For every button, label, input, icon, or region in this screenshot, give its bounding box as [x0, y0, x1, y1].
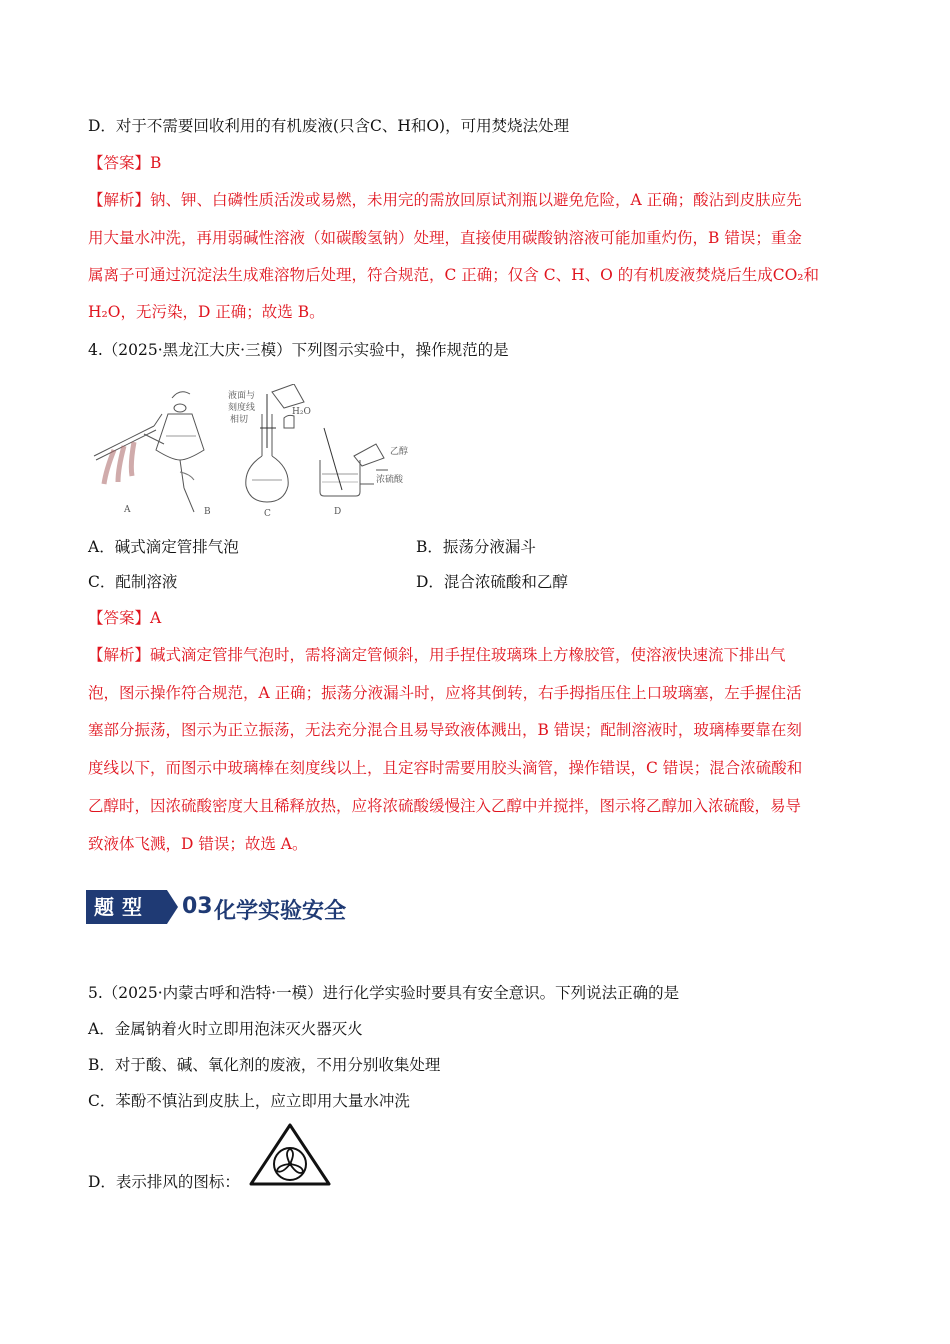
section-banner — [86, 886, 386, 928]
q4-analysis-line — [88, 645, 786, 665]
q4-analysis-line: 度线以下，而图示中玻璃棒在刻度线以上，且定容时需要用胶头滴管，操作错误，C 错误；混合浓硫酸和 — [88, 759, 803, 777]
option-c: C．配制溶液 — [88, 573, 178, 591]
figure-annotation: 刻度线 — [228, 403, 256, 413]
q4-analysis-line: 乙醇时，因浓硫酸密度大且稀释放热，应将浓硫酸缓慢注入乙醇中并搅拌，图示将乙醇加入浓硫酸，易导 — [88, 797, 802, 815]
figure-annotation: 液面与 — [228, 391, 256, 401]
analysis-text: 碱式滴定管排气泡时，需将滴定管倾斜，用手捏住玻璃珠上方橡胶管，使溶液快速流下排出气 — [150, 646, 786, 664]
answer-tag: 【答案】 — [88, 154, 151, 172]
answer-tag: 【答案】 — [88, 609, 151, 627]
beaker-illustration — [320, 428, 388, 496]
q4-analysis-line: 致液体飞溅，D 错误；故选 A。 — [88, 835, 308, 853]
answer-value: A — [150, 609, 162, 627]
q3-analysis-line: H₂O，无污染，D 正确；故选 B。 — [88, 303, 325, 321]
section-title: 化学实验安全 — [214, 899, 347, 924]
volumetric-flask-illustration — [246, 384, 304, 502]
section-badge-text: 题型 — [94, 895, 150, 919]
figure-label-b: B — [204, 507, 211, 517]
option-d: D．混合浓硫酸和乙醇 — [416, 573, 568, 591]
q3-analysis-line: 属离子可通过沉淀法生成难溶物后处理，符合规范，C 正确；仅含 C、H、O 的有机废液焚烧后生成CO₂和 — [88, 266, 820, 284]
q3-analysis-line — [88, 190, 802, 210]
q3-answer — [88, 153, 161, 173]
q4-stem: 4.（2025·黑龙江大庆·三模）下列图示实验中，操作规范的是 — [88, 341, 509, 359]
figure-label-a: A — [124, 505, 131, 515]
figure-label-d: D — [334, 507, 342, 517]
q4-figure-apparatus — [84, 384, 444, 518]
q3-option-d: D．对于不需要回收利用的有机废液(只含C、H和O)，可用焚烧法处理 — [88, 117, 570, 135]
separatory-funnel-illustration — [156, 392, 204, 512]
q4-analysis-line: 泡，图示操作符合规范，A 正确；振荡分液漏斗时，应将其倒转，右手拇指压住上口玻璃塞，左手握住活 — [88, 684, 802, 702]
section-number: 03 — [182, 894, 213, 919]
q4-analysis-line: 塞部分振荡，图示为正立振荡，无法充分混合且易导致液体溅出，B 错误；配制溶液时，玻璃棒要靠在刻 — [88, 721, 802, 739]
q3-analysis-line: 用大量水冲洗，再用弱碱性溶液（如碳酸氢钠）处理，直接使用碳酸钠溶液可能加重灼伤，B 错误；重金 — [88, 229, 802, 247]
analysis-tag: 【解析】 — [88, 191, 151, 209]
option-a: A．碱式滴定管排气泡 — [88, 538, 239, 556]
burette-illustration — [94, 414, 164, 484]
q5-stem: 5.（2025·内蒙古呼和浩特·一模）进行化学实验时要具有安全意识。下列说法正确的是 — [88, 984, 680, 1002]
q5-option-b: B．对于酸、碱、氧化剂的废液，不用分别收集处理 — [88, 1056, 441, 1074]
q5-option-c: C．苯酚不慎沾到皮肤上，应立即用大量水冲洗 — [88, 1092, 410, 1110]
option-b: B．振荡分液漏斗 — [416, 538, 536, 556]
figure-annotation: 乙醇 — [390, 447, 409, 457]
q4-answer — [88, 608, 161, 628]
answer-value: B — [150, 154, 162, 172]
analysis-tag: 【解析】 — [88, 646, 151, 664]
q4-options-row — [88, 537, 239, 557]
q5-option-d: D．表示排风的图标： — [88, 1173, 240, 1191]
figure-annotation: H₂O — [292, 407, 311, 417]
figure-annotation: 浓硫酸 — [376, 475, 404, 485]
q5-option-a: A．金属钠着火时立即用泡沫灭火器灭火 — [88, 1020, 363, 1038]
exhaust-fan-icon — [248, 1122, 332, 1188]
figure-annotation: 相切 — [230, 415, 249, 425]
figure-label-c: C — [264, 509, 271, 518]
analysis-text: 钠、钾、白磷性质活泼或易燃，未用完的需放回原试剂瓶以避免危险，A 正确；酸沾到皮肤应先 — [150, 191, 802, 209]
